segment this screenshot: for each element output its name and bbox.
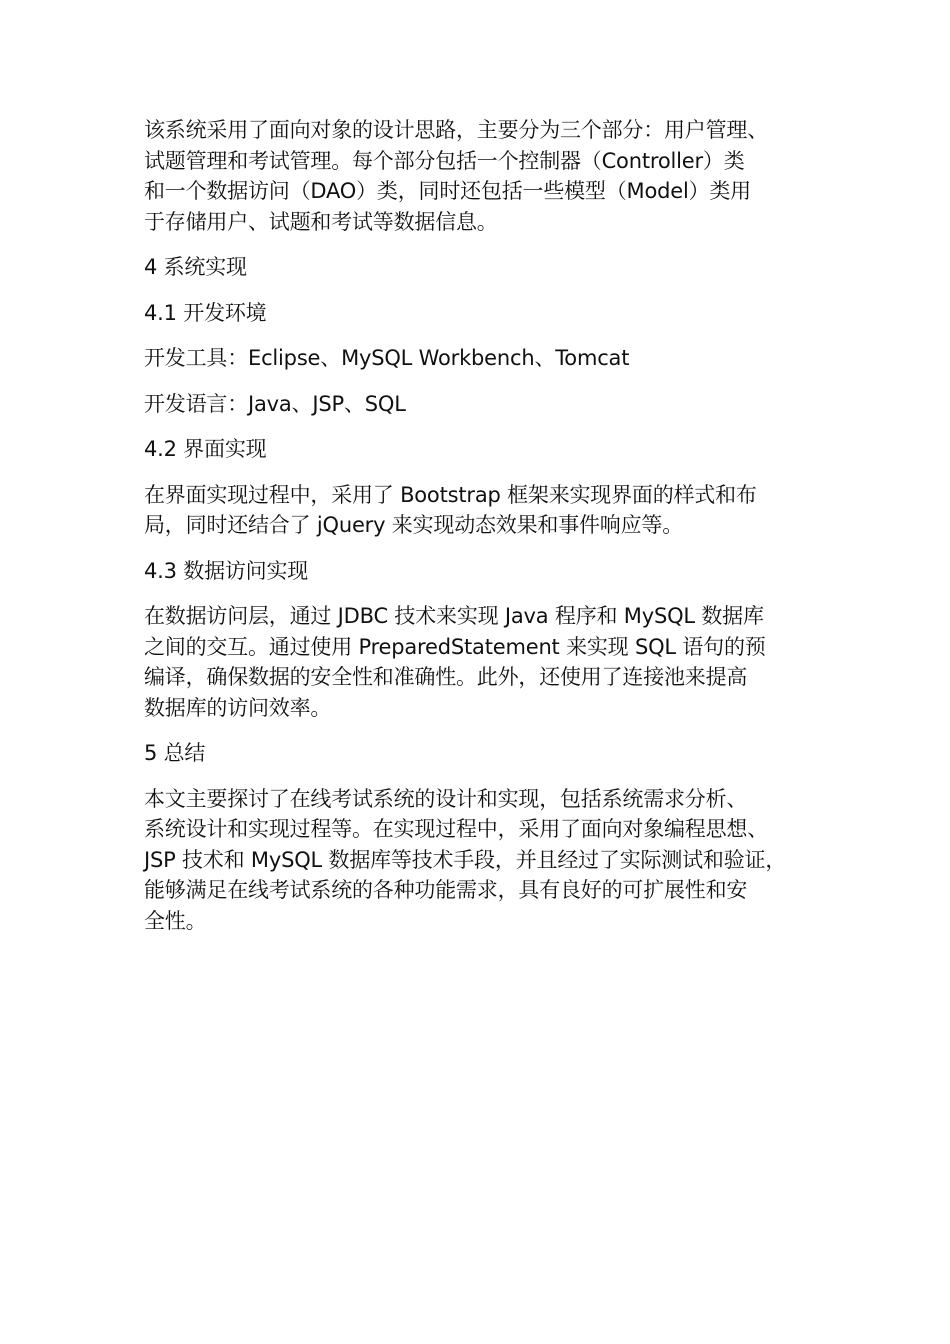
heading-ui-implementation: 4.2 界面实现: [144, 437, 267, 461]
heading-data-access: 4.3 数据访问实现: [144, 558, 309, 583]
heading-dev-environment: 4.1 开发环境: [144, 300, 267, 325]
paragraph-ui-implementation: 在界面实现过程中，采用了 Bootstrap 框架来实现界面的样式和布 局，同时还结合了 jQuery 来实现动态效果和事件响应等。: [144, 482, 757, 537]
heading-summary: 5 总结: [144, 741, 206, 765]
paragraph-summary: 本文主要探讨了在线考试系统的设计和实现，包括系统需求分析、 系统设计和实现过程等。在实现过程中，采用了面向对象编程思想、 JSP 技术和 MySQL 数据库等技术手段，并且经过了实际测试和验证， 能够满足在线考试系统的各种功能需求，具有良好的可扩展性和安 全性。: [144, 786, 787, 933]
document-body: [144, 115, 824, 951]
heading-system-implementation: 4 系统实现: [144, 255, 247, 279]
paragraph-dev-tools: 开发工具：Eclipse、MySQL Workbench、Tomcat: [144, 346, 630, 370]
paragraph-dev-languages: 开发语言：Java、JSP、SQL: [144, 391, 406, 416]
paragraph-data-access: 在数据访问层，通过 JDBC 技术来实现 Java 程序和 MySQL 数据库 之间的交互。通过使用 PreparedStatement 来实现 SQL 语句的预 编译，确保数据的安全性和准确性。此外，还使用了连接池来提高 数据库的访问效率。: [144, 604, 766, 720]
paragraph-system-design: 该系统采用了面向对象的设计思路，主要分为三个部分：用户管理、 试题管理和考试管理。每个部分包括一个控制器（Controller）类 和一个数据访问（DAO）类，同时还包括一些模型（Model）类用 于存储用户、试题和考试等数据信息。: [144, 118, 768, 234]
